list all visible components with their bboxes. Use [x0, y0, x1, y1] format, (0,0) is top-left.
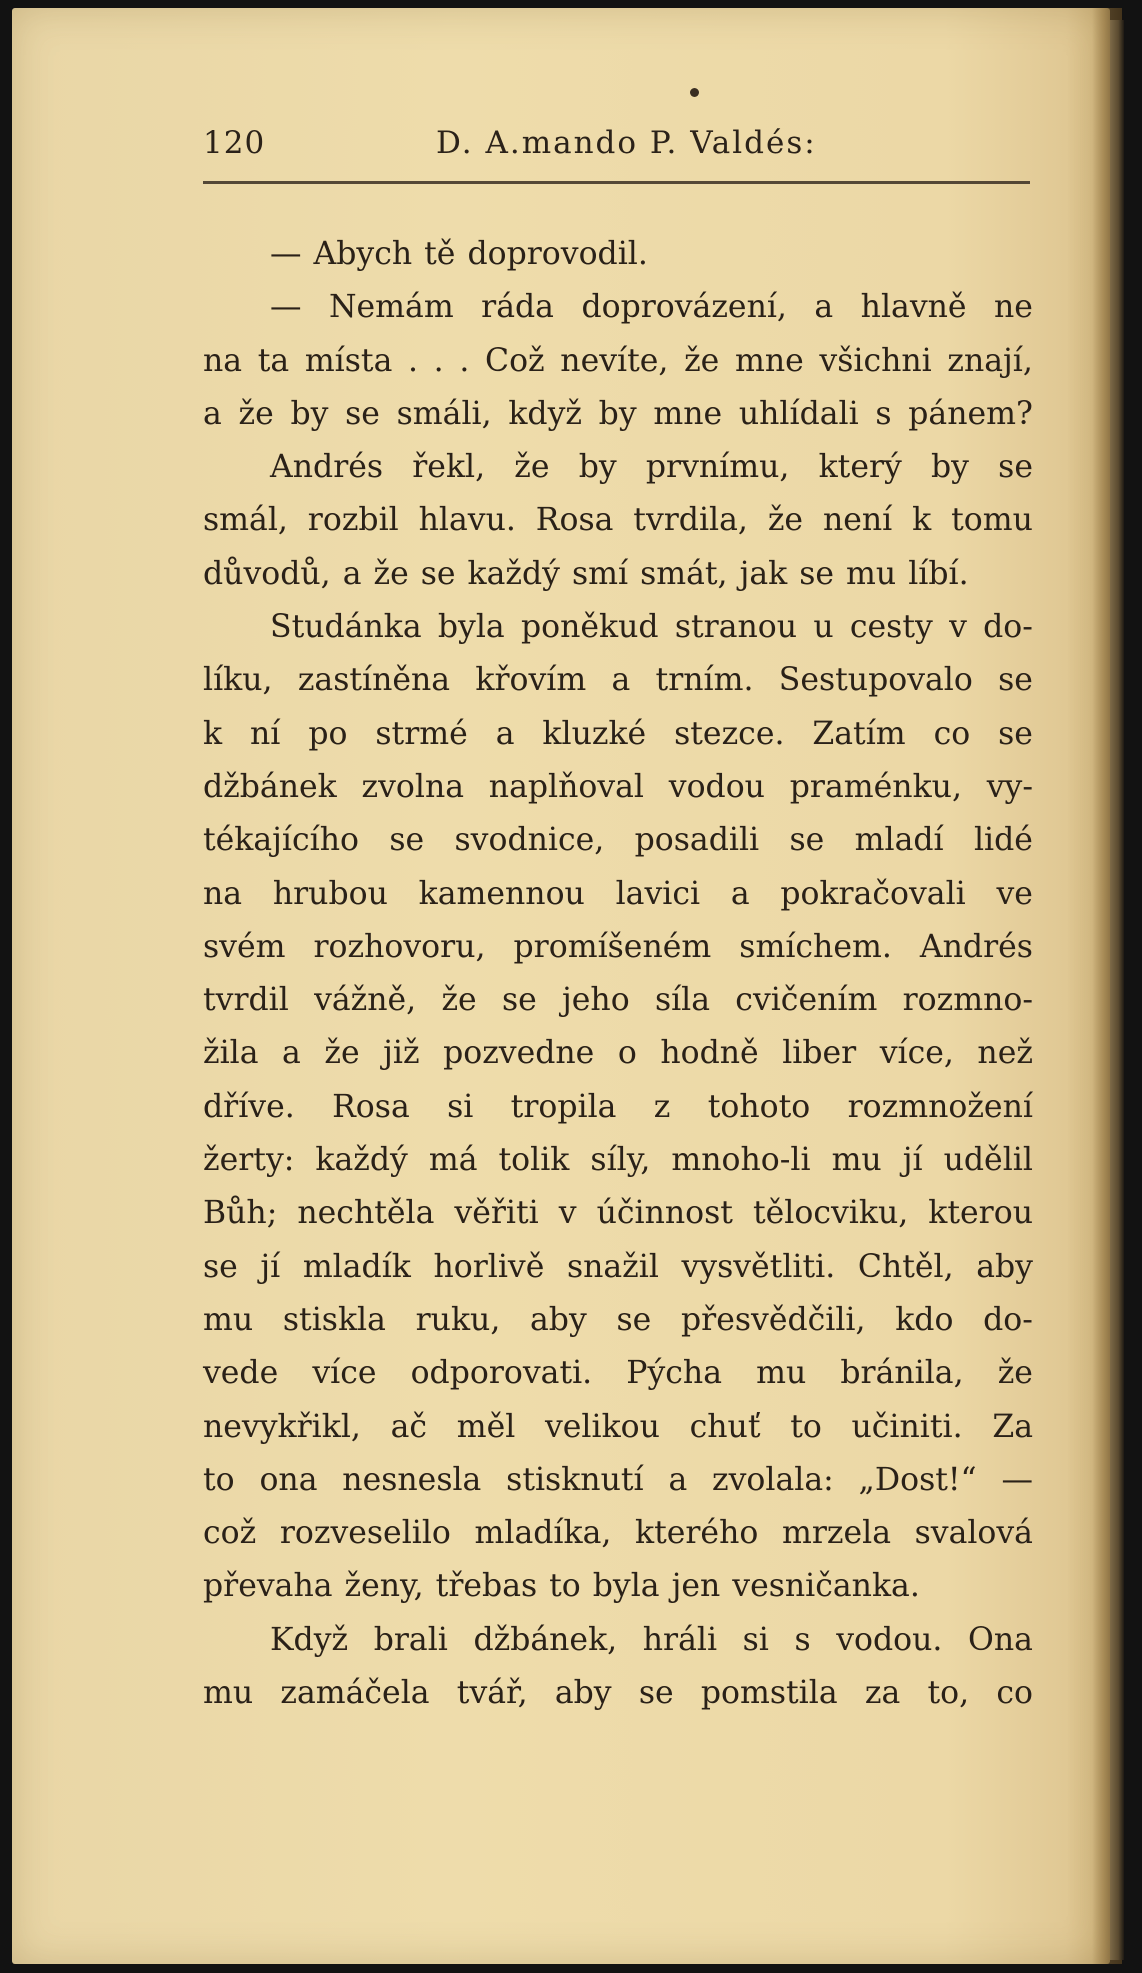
text-line: se jí mladík horlivě snažil vysvětliti. Chtěl, aby: [203, 1248, 1033, 1285]
text-line: to ona nesnesla stisknutí a zvolala: „Dost!“ —: [203, 1461, 1033, 1498]
text-line: Bůh; nechtěla věřiti v účinnost tělocviku, kterou: [203, 1195, 1033, 1232]
text-line: na ta místa . . . Což nevíte, že mne všichni znají,: [203, 342, 1033, 379]
text-line: nevykřikl, ač měl velikou chuť to učiniti. Za: [203, 1408, 1033, 1445]
text-line: vede více odporovati. Pýcha mu bránila, že: [203, 1355, 1033, 1392]
text-line: Andrés řekl, že by prvnímu, který by se: [270, 449, 1033, 486]
page-header: [203, 125, 1030, 175]
text-line: a že by se smáli, když by mne uhlídali s pánem?: [203, 395, 1033, 432]
text-line: mu zamáčela tvář, aby se pomstila za to, co: [203, 1675, 1033, 1712]
text-line: dříve. Rosa si tropila z tohoto rozmnožení: [203, 1088, 1033, 1125]
text-line: Studánka byla poněkud stranou u cesty v do-: [270, 609, 1033, 646]
text-line: — Abych tě doprovodil.: [270, 236, 648, 272]
text-line: žila a že již pozvedne o hodně liber více, než: [203, 1035, 1033, 1072]
ink-dot-mark: [690, 88, 699, 97]
text-line: svém rozhovoru, promíšeném smíchem. Andrés: [203, 928, 1033, 965]
text-line: tvrdil vážně, že se jeho síla cvičením rozmno-: [203, 982, 1033, 1019]
text-line: což rozveselilo mladíka, kterého mrzela svalová: [203, 1515, 1033, 1552]
text-line: — Nemám ráda doprovázení, a hlavně ne: [270, 289, 1033, 326]
text-line: důvodů, a že se každý smí smát, jak se mu líbí.: [203, 555, 969, 592]
text-line: džbánek zvolna naplňoval vodou praménku, vy-: [203, 768, 1033, 805]
text-line: na hrubou kamennou lavici a pokračovali ve: [203, 875, 1033, 912]
text-line: tékajícího se svodnice, posadili se mladí lidé: [203, 822, 1033, 859]
text-line: Když brali džbánek, hráli si s vodou. Ona: [270, 1621, 1033, 1658]
text-line: smál, rozbil hlavu. Rosa tvrdila, že není k tomu: [203, 502, 1033, 539]
running-head: D. A.mando P. Valdés:: [436, 125, 817, 161]
text-line: líku, zastíněna křovím a trním. Sestupovalo se: [203, 662, 1033, 699]
header-rule: [203, 181, 1030, 184]
text-line: k ní po strmé a kluzké stezce. Zatím co se: [203, 715, 1033, 752]
book-edge: [1110, 20, 1124, 1960]
body-text: [203, 228, 1033, 1720]
text-line: žerty: každý má tolik síly, mnoho-li mu jí udělil: [203, 1142, 1033, 1179]
text-line: převaha ženy, třebas to byla jen vesničanka.: [203, 1568, 920, 1605]
page-number: 120: [203, 125, 266, 161]
text-line: mu stiskla ruku, aby se přesvědčili, kdo do-: [203, 1301, 1033, 1338]
